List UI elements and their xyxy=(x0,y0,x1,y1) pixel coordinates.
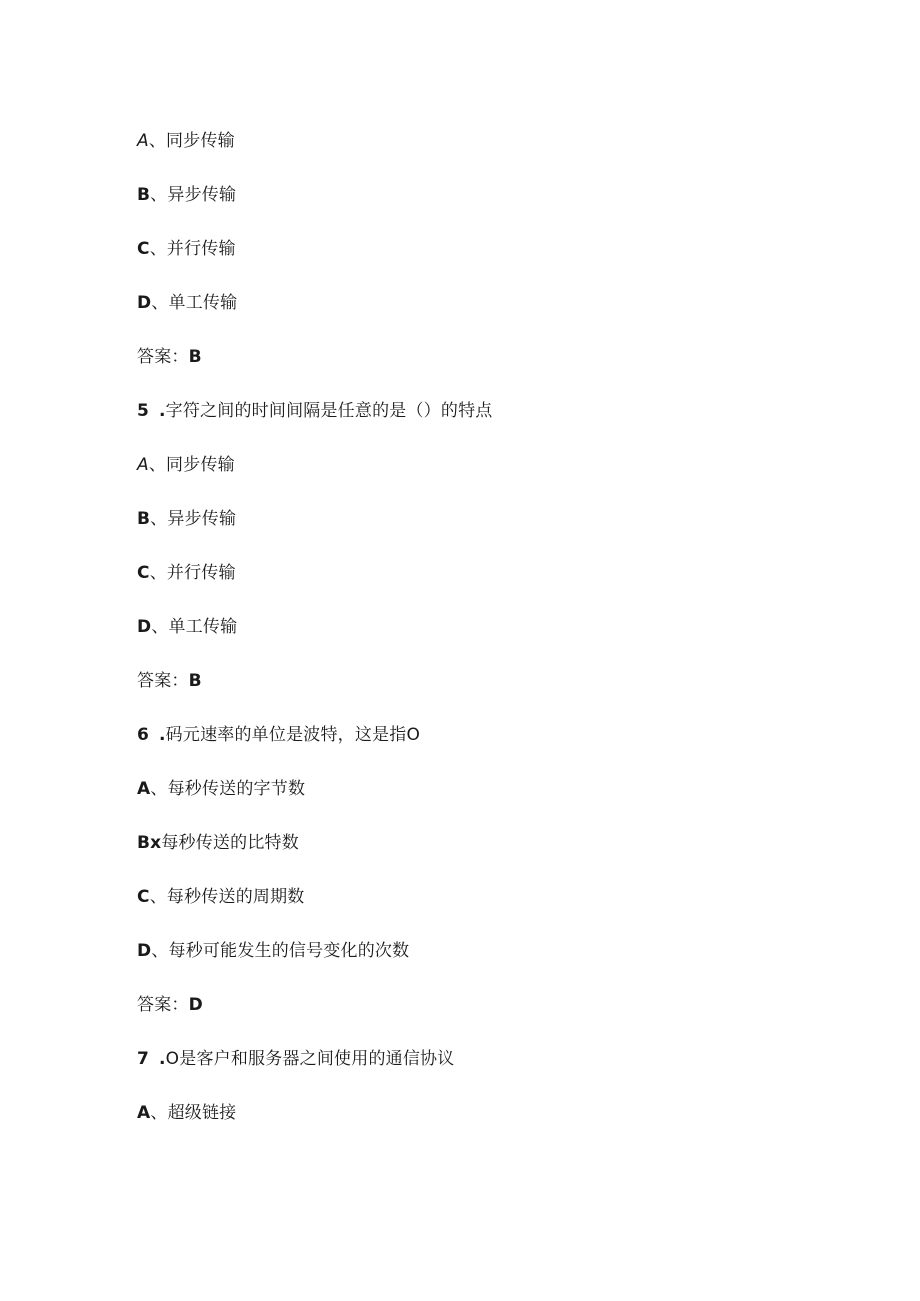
option-separator: 、 xyxy=(151,293,169,313)
option-text: 同步传输 xyxy=(166,455,235,475)
answer-label: 答案： xyxy=(137,671,189,691)
option-c-line xyxy=(137,886,305,908)
option-text: 超级链接 xyxy=(167,1103,237,1123)
option-letter: D xyxy=(137,941,152,961)
option-text: 每秒传送的周期数 xyxy=(166,887,305,907)
question-number: 7 xyxy=(137,1049,150,1069)
option-separator: 、 xyxy=(151,941,169,961)
option-text: 同步传输 xyxy=(166,131,235,151)
option-text: 并行传输 xyxy=(166,563,236,583)
option-c-line xyxy=(137,238,236,260)
question-5 xyxy=(137,400,492,422)
option-letter: Bx xyxy=(137,833,162,853)
option-letter: A xyxy=(137,131,149,151)
option-c-line xyxy=(137,562,236,584)
option-separator: 、 xyxy=(150,779,168,799)
option-letter: A xyxy=(137,779,151,799)
question-7 xyxy=(137,1048,454,1070)
option-letter: D xyxy=(137,617,152,637)
option-separator: 、 xyxy=(150,509,168,529)
answer-line xyxy=(137,994,203,1016)
option-a-line xyxy=(137,1102,236,1124)
option-letter: B xyxy=(137,509,151,529)
option-separator: 、 xyxy=(149,239,167,259)
answer-value: D xyxy=(188,995,203,1015)
option-text: 异步传输 xyxy=(167,509,237,529)
answer-line xyxy=(137,670,202,692)
option-a-line xyxy=(137,454,235,476)
question-text: 码元速率的单位是波特，这是指O xyxy=(165,725,421,745)
option-separator: 、 xyxy=(150,1103,168,1123)
question-number: 6 xyxy=(137,725,150,745)
option-separator: 、 xyxy=(149,563,167,583)
option-a-line xyxy=(137,130,235,152)
option-text: 每秒传送的字节数 xyxy=(167,779,306,799)
option-d-line xyxy=(137,292,237,314)
option-d-line xyxy=(137,940,409,962)
option-b-line xyxy=(137,184,236,206)
option-letter: C xyxy=(137,563,150,583)
option-separator: 、 xyxy=(149,887,167,907)
question-dot: . xyxy=(159,401,166,421)
option-letter: A xyxy=(137,455,149,475)
answer-value: B xyxy=(188,347,202,367)
option-separator: 、 xyxy=(150,185,168,205)
option-a-line xyxy=(137,778,305,800)
option-b-line xyxy=(137,508,236,530)
option-text: 异步传输 xyxy=(167,185,237,205)
answer-line xyxy=(137,346,202,368)
option-text: 单工传输 xyxy=(168,617,238,637)
option-letter: D xyxy=(137,293,152,313)
question-text: 字符之间的时间间隔是任意的是（）的特点 xyxy=(165,401,493,421)
option-separator: 、 xyxy=(148,131,167,151)
option-letter: A xyxy=(137,1103,151,1123)
answer-value: B xyxy=(188,671,202,691)
answer-label: 答案： xyxy=(137,347,189,367)
option-text: 单工传输 xyxy=(168,293,238,313)
option-text: 每秒传送的比特数 xyxy=(161,833,299,853)
question-6 xyxy=(137,724,420,746)
option-text: 每秒可能发生的信号变化的次数 xyxy=(168,941,410,961)
option-letter: C xyxy=(137,239,150,259)
option-b-line xyxy=(137,832,299,854)
question-text: O是客户和服务器之间使用的通信协议 xyxy=(165,1049,455,1069)
option-letter: B xyxy=(137,185,151,205)
option-d-line xyxy=(137,616,237,638)
option-separator: 、 xyxy=(148,455,167,475)
option-text: 并行传输 xyxy=(166,239,236,259)
question-number: 5 xyxy=(137,401,150,421)
question-dot: . xyxy=(159,725,166,745)
answer-label: 答案： xyxy=(137,995,189,1015)
option-separator: 、 xyxy=(151,617,169,637)
option-letter: C xyxy=(137,887,150,907)
question-dot: . xyxy=(159,1049,166,1069)
